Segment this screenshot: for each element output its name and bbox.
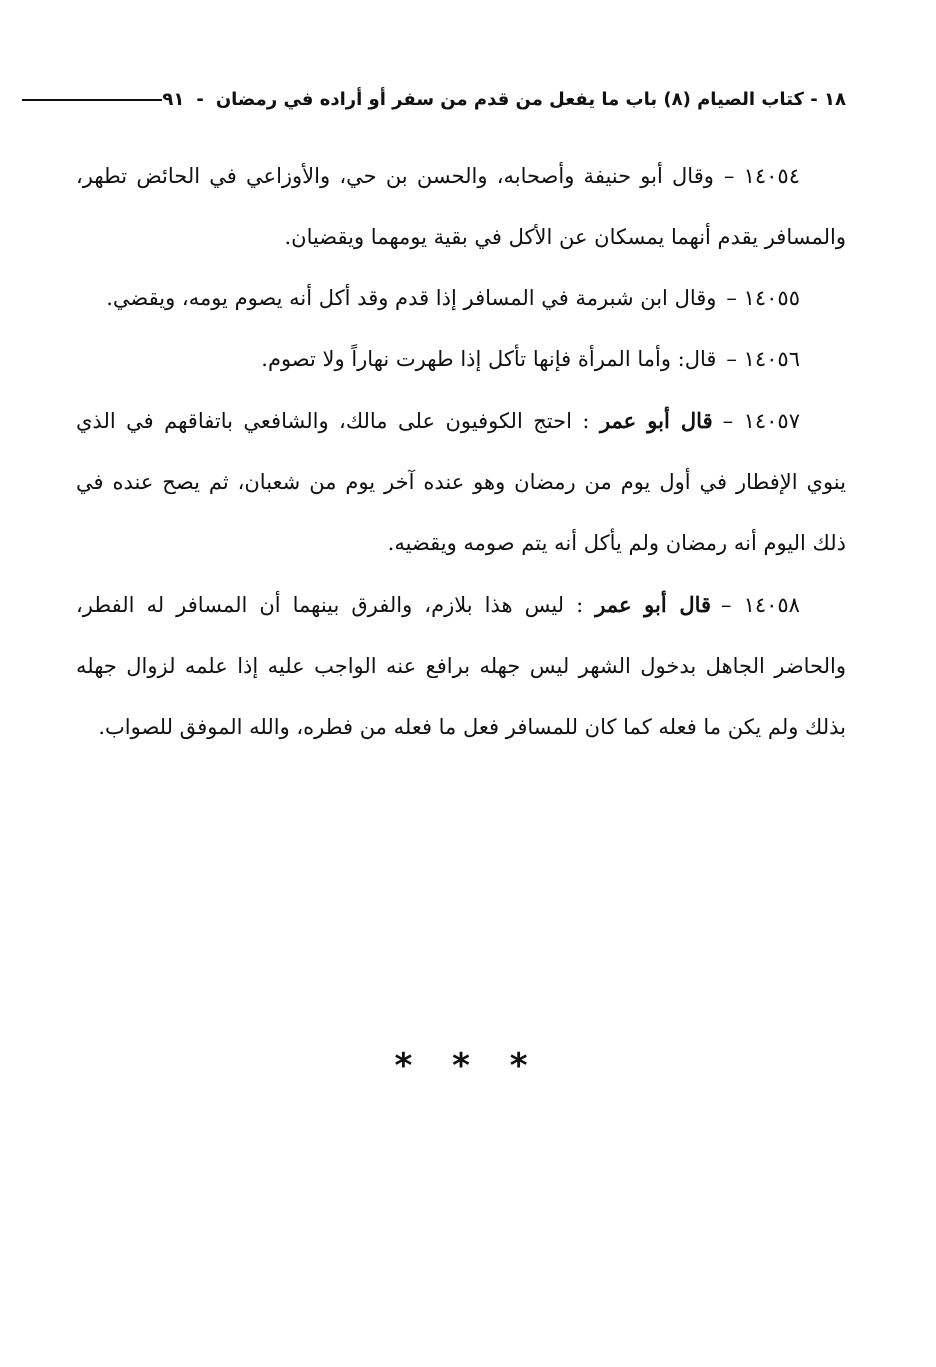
paragraph-14054: [76, 146, 846, 268]
paragraph-14056: [76, 329, 846, 390]
header-section-title: ١٨ - كتاب الصيام (٨) باب ما يفعل من قدم من سفر أو أراده في رمضان: [215, 88, 846, 110]
paragraph-text: وقال أبو حنيفة وأصحابه، والحسن بن حي، والأوزاعي في الحائض تطهر، والمسافر يقدم أنهما يمسكان عن الأكل في بقية يومهما ويقضيان.: [76, 164, 846, 249]
header-rule: [22, 99, 162, 101]
paragraph-number: ١٤٠٥٤ –: [723, 164, 800, 188]
paragraph-14058: [76, 574, 846, 758]
page-body: [76, 146, 846, 758]
running-header: [76, 82, 846, 116]
paragraph-number: ١٤٠٥٧ –: [722, 409, 800, 433]
page-number: ٩١: [162, 88, 185, 110]
paragraph-number: ١٤٠٥٦ –: [726, 347, 800, 371]
paragraph-14055: [76, 268, 846, 329]
header-dash: -: [196, 88, 204, 110]
paragraph-text: : ليس هذا بلازم، والفرق بينهما أن المسافر له الفطر، والحاضر الجاهل بدخول الشهر ليس جهله برافع عنه الواجب عليه إذا علمه لزوال جهله بذلك ولم يكن ما فعله كما كان للمسافر فعل ما فعله من فطره، والله الموفق للصواب.: [76, 593, 846, 739]
paragraph-number: ١٤٠٥٨ –: [721, 593, 800, 617]
paragraph-text: وقال ابن شبرمة في المسافر إذا قدم وقد أكل أنه يصوم يومه، ويقضي.: [106, 286, 717, 310]
paragraph-text: : احتج الكوفيون على مالك، والشافعي باتفاقهم في الذي ينوي الإفطار في أول يوم من رمضان وهو عنده آخر يوم من شعبان، ثم يصح عنده في ذلك اليوم أنه رمضان ولم يأكل أنه يتم صومه ويقضيه.: [76, 409, 846, 555]
paragraph-14057: [76, 390, 846, 574]
paragraph-lead: قال أبو عمر: [599, 408, 713, 433]
paragraph-number: ١٤٠٥٥ –: [726, 286, 800, 310]
section-separator: * * *: [394, 1046, 542, 1086]
paragraph-lead: قال أبو عمر: [595, 592, 712, 617]
paragraph-text: قال: وأما المرأة فإنها تأكل إذا طهرت نهاراً ولا تصوم.: [261, 347, 717, 371]
